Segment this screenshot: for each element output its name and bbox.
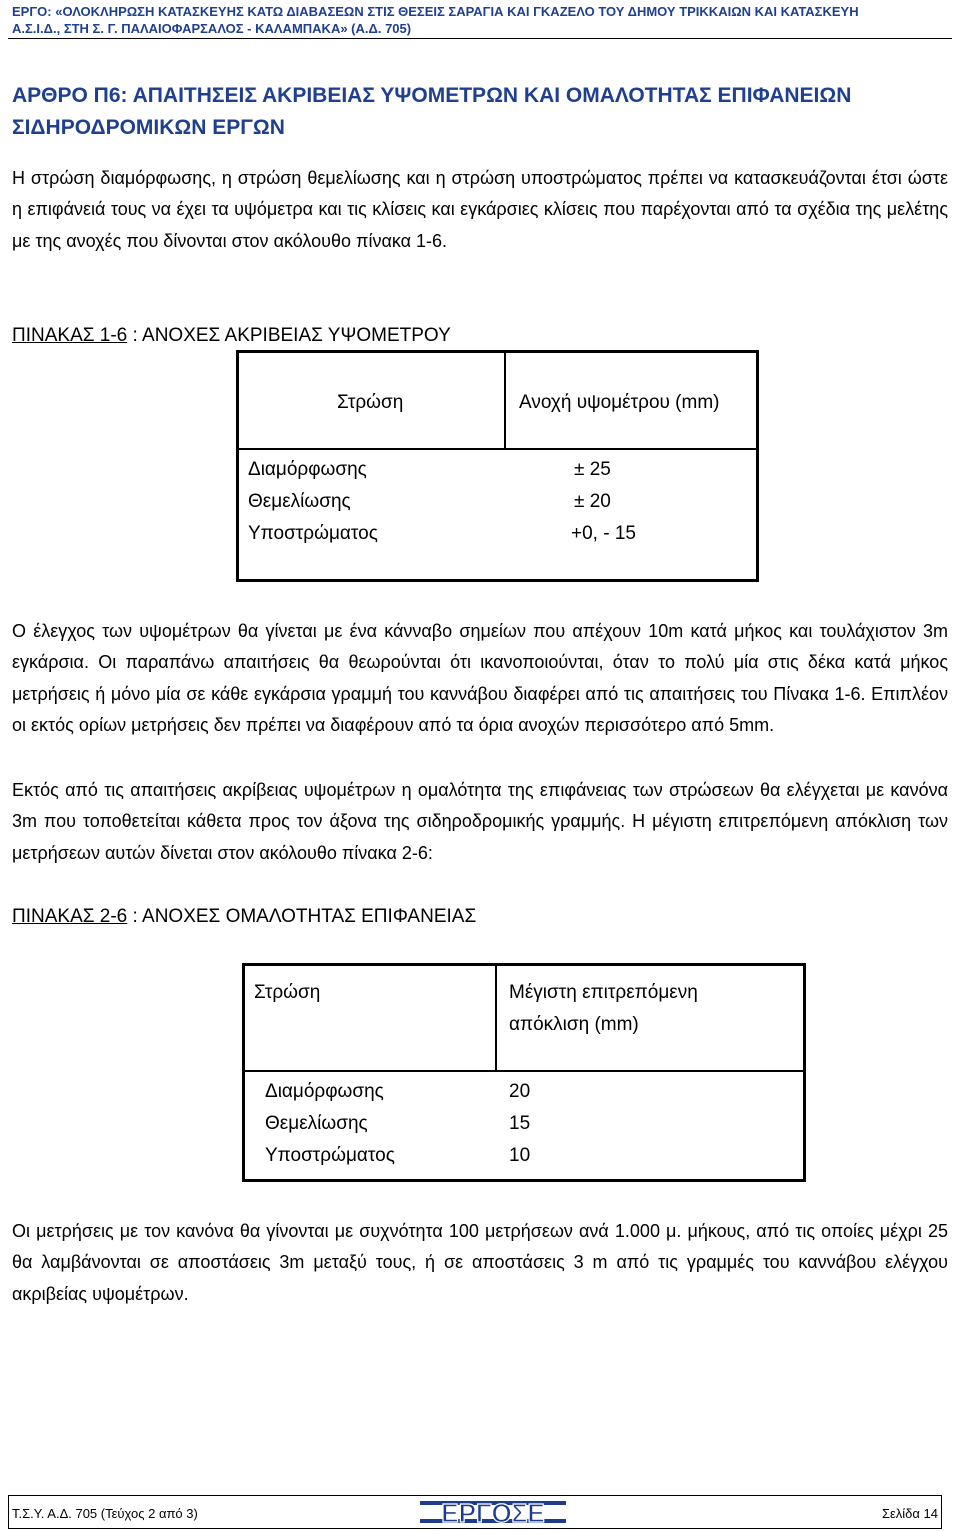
logo-text: ΕΡΓΟΣΕ xyxy=(441,1498,545,1528)
paragraph-height-control: Ο έλεγχος των υψομέτρων θα γίνεται με ένα κάνναβο σημείων που απέχουν 10m κατά μήκος και τουλάχιστον 3m εγκάρσια. Οι παραπάνω απαιτήσεις θα θεωρούνται ότι ικανοποιούνται, όταν το πολύ μία στις δέκα κατά μήκος μετρήσεις ή μόνο μία σε κάθε εγκάρσια γραμμή του καννάβου διαφέρει από τις απαιτήσεις του Πίνακα 1-6. Επιπλέον οι εκτός ορίων μετρήσεις δεν πρέπει να διαφέρουν από τα όρια ανοχών περισσότερο από 5mm. xyxy=(12,621,948,735)
table2-col2-header-line1: Μέγιστη επιτρεπόμενη xyxy=(509,982,698,1003)
table1-row-value: +0, - 15 xyxy=(571,523,636,544)
intro-paragraph: Η στρώση διαμόρφωσης, η στρώση θεμελίωσης και η στρώση υποστρώματος πρέπει να κατασκευάζονται έτσι ώστε η επιφάνειά τους να έχει τα υψόμετρα και τις κλίσεις και εγκάρσιες κλίσεις που παρέχονται από τα σχέδια της μελέτης με της ανοχές που δίνονται στον ακόλουθο πίνακα 1-6. xyxy=(12,168,948,251)
paragraph-surface-smoothness: Εκτός από τις απαιτήσεις ακρίβειας υψομέτρων η ομαλότητα της επιφάνειας των στρώσεων θα ελέγχεται με κανόνα 3m που τοποθετείται κάθετα προς τον άξονα της σιδηροδρομικής γραμμής. Η μέγιστη επιτρεπόμενη απόκλιση των μετρήσεων αυτών δίνεται στον ακόλουθο πίνακα 2-6: xyxy=(12,780,948,863)
table1-row-value: ± 20 xyxy=(574,491,611,512)
table1-row-value: ± 25 xyxy=(574,459,611,480)
table2-column-divider xyxy=(495,965,497,1071)
table1-caption-text: : ΑΝΟΧΕΣ ΑΚΡΙΒΕΙΑΣ ΥΨΟΜΕΤΡΟΥ xyxy=(127,325,451,346)
table2-caption-number: ΠΙΝΑΚΑΣ 2-6 xyxy=(12,906,128,927)
table1-column-divider xyxy=(504,352,506,449)
footer-page-number: Σελίδα 14 xyxy=(881,1506,938,1521)
table2-row-value: 15 xyxy=(509,1113,531,1134)
header-line-1: ΕΡΓΟ: «ΟΛΟΚΛΗΡΩΣΗ ΚΑΤΑΣΚΕΥΗΣ ΚΑΤΩ ΔΙΑΒΑΣΕΩΝ ΣΤΙΣ ΘΕΣΕΙΣ ΣΑΡΑΓΙΑ ΚΑΙ ΓΚΑΖΕΛΟ ΤΟΥ ΔΗΜΟΥ ΤΡΙΚΚΑΙΩΝ ΚΑΙ ΚΑΤΑΣΚΕΥΗ xyxy=(12,4,859,19)
table1-caption xyxy=(12,324,451,348)
footer-document-ref: Τ.Σ.Υ. Α.Δ. 705 (Τεύχος 2 από 3) xyxy=(12,1506,198,1521)
ergose-logo-icon xyxy=(420,1495,566,1529)
table2-col2-header-line2: απόκλιση (mm) xyxy=(509,1014,639,1035)
table1-caption-number: ΠΙΝΑΚΑΣ 1-6 xyxy=(12,325,128,346)
table1-row-layer: Διαμόρφωσης xyxy=(248,459,367,480)
document-header xyxy=(0,0,960,40)
table2-caption-text: : ΑΝΟΧΕΣ ΟΜΑΛΟΤΗΤΑΣ ΕΠΙΦΑΝΕΙΑΣ xyxy=(127,906,477,927)
table1-header-divider xyxy=(238,448,757,450)
header-divider xyxy=(8,38,952,39)
table2-header-divider xyxy=(244,1070,804,1072)
table2-row-layer: Υποστρώματος xyxy=(265,1145,395,1166)
table2-col1-header: Στρώση xyxy=(254,982,321,1003)
header-line-2: Α.Σ.Ι.Δ., ΣΤΗ Σ. Γ. ΠΑΛΑΙΟΦΑΡΣΑΛΟΣ - ΚΑΛΑΜΠΑΚΑ» (Α.Δ. 705) xyxy=(12,21,412,36)
table1-row-layer: Θεμελίωσης xyxy=(248,491,351,512)
table1-col2-header: Ανοχή υψομέτρου (mm) xyxy=(519,392,720,413)
table2-caption xyxy=(12,905,476,929)
article-title: ΑΡΘΡΟ Π6: ΑΠΑΙΤΗΣΕΙΣ ΑΚΡΙΒΕΙΑΣ ΥΨΟΜΕΤΡΩΝ ΚΑΙ ΟΜΑΛΟΤΗΤΑΣ ΕΠΙΦΑΝΕΙΩΝ ΣΙΔΗΡΟΔΡΟΜΙΚΩΝ ΕΡΓΩΝ xyxy=(12,84,852,139)
table2-row-value: 20 xyxy=(509,1081,531,1102)
paragraph-measurement-frequency: Οι μετρήσεις με τον κανόνα θα γίνονται με συχνότητα 100 μετρήσεων ανά 1.000 μ. μήκους, από τις οποίες μέχρι 25 θα λαμβάνονται σε αποστάσεις 3m μεταξύ τους, ή σε αποστάσεις 3 m από τις γραμμές του καννάβου ελέγχου ακριβείας υψομέτρων. xyxy=(12,1221,948,1304)
table1-col1-header: Στρώση xyxy=(337,392,404,413)
table2-row-layer: Θεμελίωσης xyxy=(265,1113,368,1134)
table2-row-value: 10 xyxy=(509,1145,531,1166)
table1-row-layer: Υποστρώματος xyxy=(248,523,378,544)
table2-row-layer: Διαμόρφωσης xyxy=(265,1081,384,1102)
